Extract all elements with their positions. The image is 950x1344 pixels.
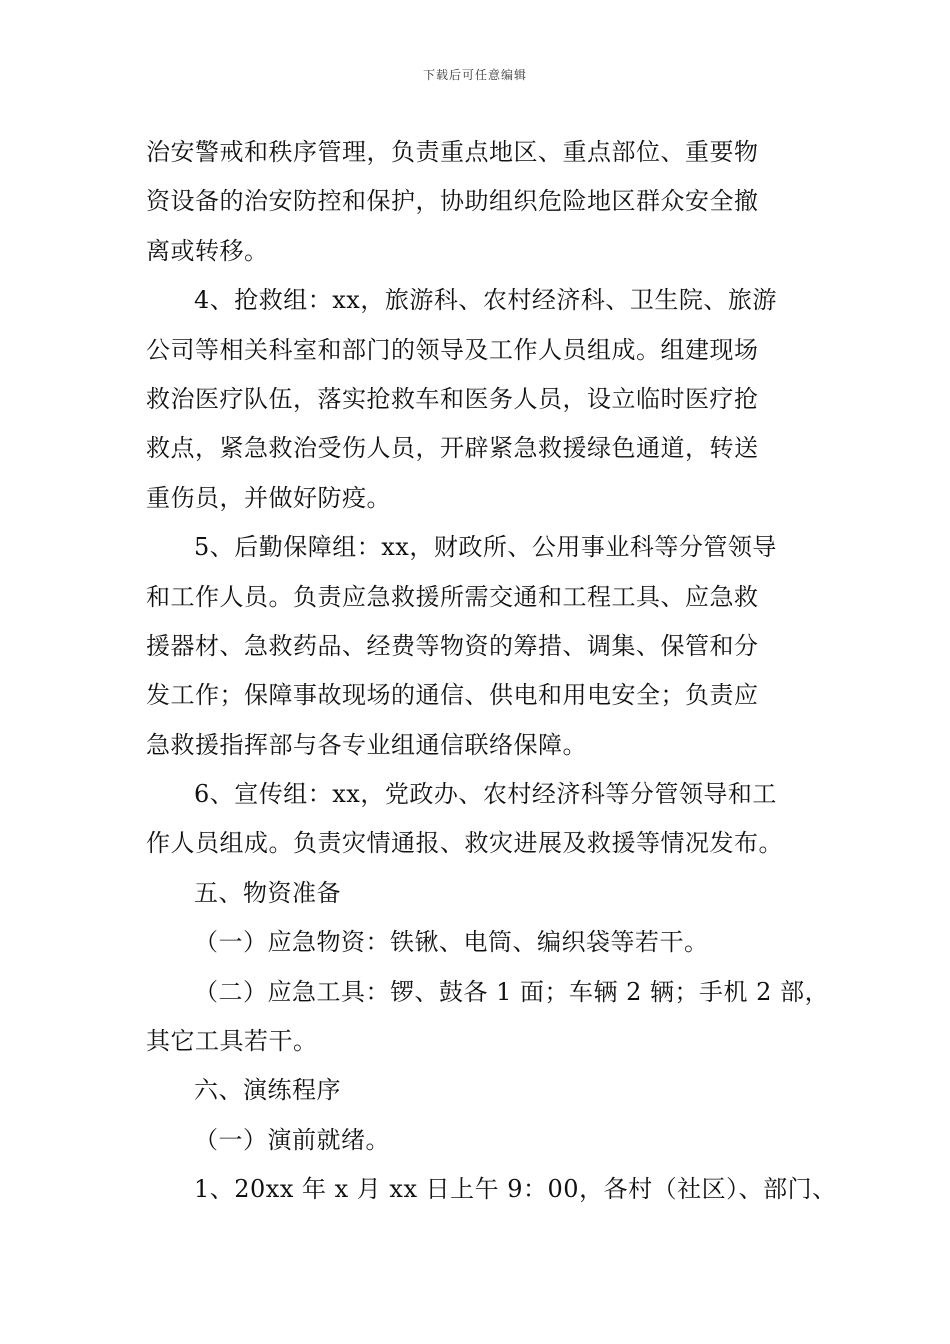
text-line: 急救援指挥部与各专业组通信联络保障。 — [146, 730, 587, 759]
text-line: （一）应急物资：铁锹、电筒、编织袋等若干。 — [194, 928, 709, 957]
text-line: 6、宣传组：xx，党政办、农村经济科等分管领导和工 — [194, 780, 777, 809]
text-line: 作人员组成。负责灾情通报、救灾进展及救援等情况发布。 — [146, 829, 783, 858]
text-line: 发工作；保障事故现场的通信、供电和用电安全；负责应 — [146, 681, 759, 710]
text-line: 救治医疗队伍，落实抢救车和医务人员，设立临时医疗抢 — [146, 384, 759, 413]
text-line: 离或转移。 — [146, 236, 269, 265]
text-line: 治安警戒和秩序管理，负责重点地区、重点部位、重要物 — [146, 138, 759, 166]
text-line: 4、抢救组：xx，旅游科、农村经济科、卫生院、旅游 — [194, 286, 777, 315]
text-line: 重伤员，并做好防疫。 — [146, 483, 391, 512]
section-heading: 六、演练程序 — [194, 1076, 341, 1105]
text-line: 1、20xx 年 x 月 xx 日上午 9：00，各村（社区）、部门、 — [194, 1175, 837, 1204]
page-header: 下载后可任意编辑 — [422, 68, 527, 82]
document-body — [146, 128, 837, 1215]
text-line: 5、后勤保障组：xx，财政所、公用事业科等分管领导 — [194, 533, 777, 562]
text-line: 公司等相关科室和部门的领导及工作人员组成。组建现场 — [146, 335, 759, 364]
text-line: （一）演前就绪。 — [194, 1125, 390, 1154]
text-line: 援器材、急救药品、经费等物资的筹措、调集、保管和分 — [146, 631, 759, 660]
text-line: 和工作人员。负责应急救援所需交通和工程工具、应急救 — [146, 582, 759, 611]
text-line: 其它工具若干。 — [146, 1027, 318, 1056]
section-heading: 五、物资准备 — [194, 878, 341, 907]
text-line: 救点，紧急救治受伤人员，开辟紧急救援绿色通道，转送 — [146, 434, 759, 463]
text-line: 资设备的治安防控和保护，协助组织危险地区群众安全撤 — [146, 187, 759, 216]
text-line: （二）应急工具：锣、鼓各 1 面；车辆 2 辆；手机 2 部， — [194, 977, 830, 1006]
